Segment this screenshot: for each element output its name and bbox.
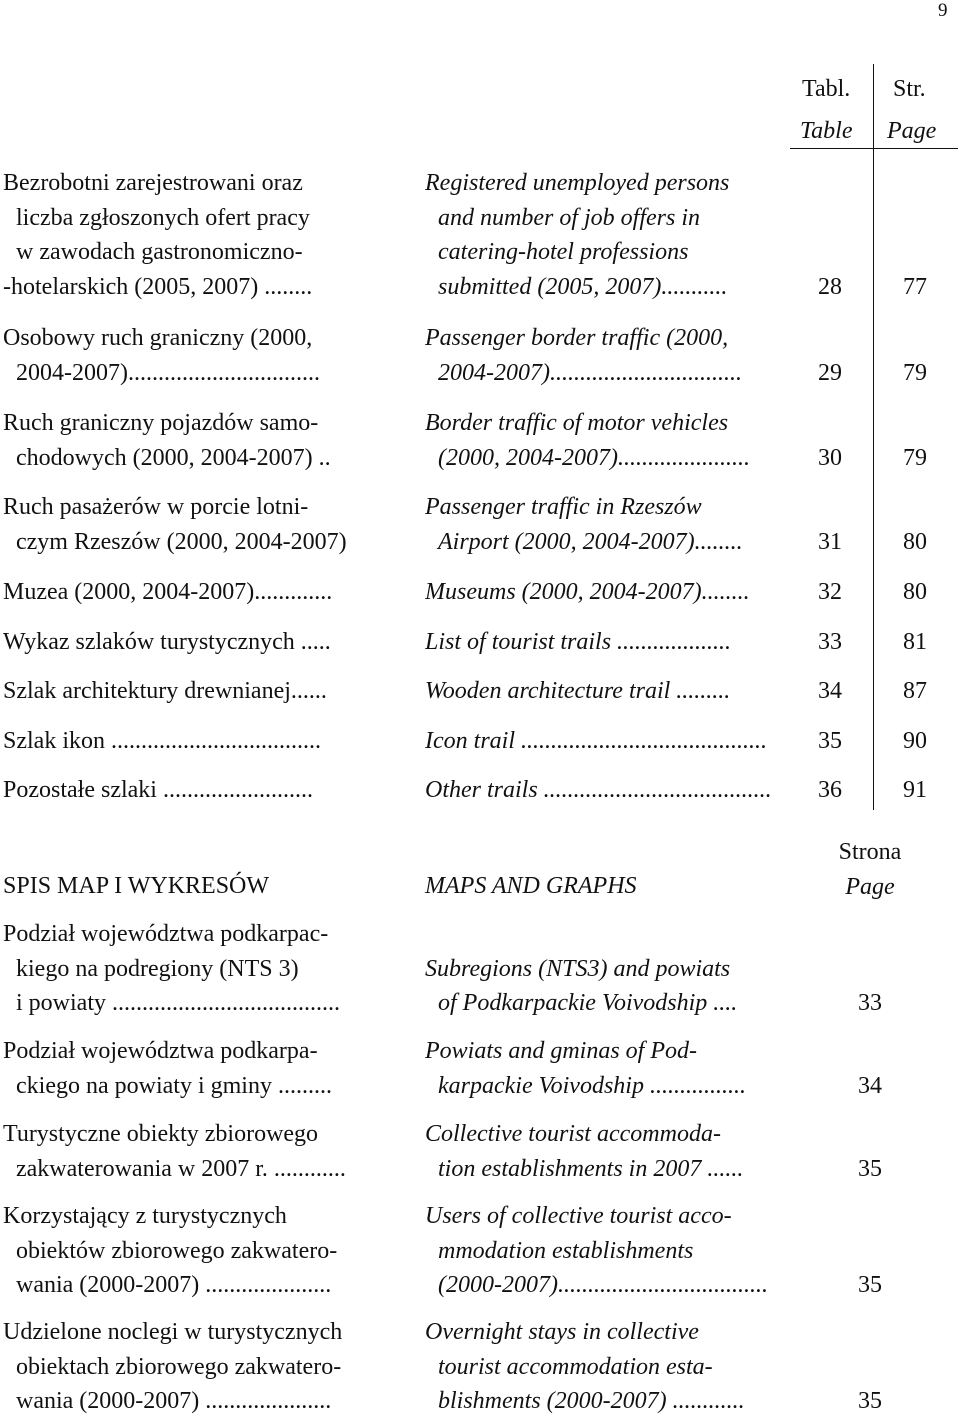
table-number: 35 bbox=[818, 728, 842, 754]
entry-title-pl: Szlak architektury drewnianej...... bbox=[3, 678, 327, 704]
entry-title-en: Icon trail ......................................... bbox=[425, 728, 767, 754]
maps-section-title-en: MAPS AND GRAPHS bbox=[425, 873, 637, 899]
entry-title-en: Subregions (NTS3) and powiats of Podkarpackie Voivodship .... bbox=[425, 955, 738, 1016]
entry-title-pl: Ruch graniczny pojazdów samo- chodowych (2000, 2004-2007) .. bbox=[3, 410, 331, 471]
entry-title-en: Passenger border traffic (2000, 2004-2007)................................ bbox=[425, 325, 742, 386]
entry-title-pl: Udzielone noclegi w turystycznych obiektach zbiorowego zakwatero- wania (2000-2007) ..................... bbox=[3, 1319, 343, 1414]
entry-title-en: Wooden architecture trail ......... bbox=[425, 678, 731, 704]
header-underline bbox=[790, 148, 958, 149]
page-ref: 80 bbox=[903, 528, 927, 555]
entry-title-pl: Turystyczne obiekty zbiorowego zakwaterowania w 2007 r. ............ bbox=[3, 1121, 346, 1182]
table-number: 31 bbox=[818, 528, 842, 555]
entry-title-pl: Szlak ikon ................................... bbox=[3, 728, 321, 754]
entry-title-en: Other trails ...................................... bbox=[425, 777, 772, 803]
page-ref: 81 bbox=[903, 629, 927, 655]
table-number: 28 bbox=[818, 273, 842, 300]
entry-title-en: Registered unemployed persons and number of job offers in catering-hotel professions submitted (2005, 2007)........... bbox=[425, 170, 730, 300]
table-number: 33 bbox=[818, 629, 842, 655]
header-tabl: Tabl. bbox=[802, 76, 851, 102]
column-divider bbox=[873, 64, 874, 810]
header-page: Page bbox=[887, 118, 937, 144]
header-str: Str. bbox=[893, 76, 926, 102]
entry-title-pl: Korzystający z turystycznych obiektów zbiorowego zakwatero- wania (2000-2007) ..................... bbox=[3, 1203, 338, 1298]
page-ref: 91 bbox=[903, 777, 927, 803]
table-number: 30 bbox=[818, 444, 842, 471]
table-number: 32 bbox=[818, 579, 842, 605]
entry-title-pl: Osobowy ruch graniczny (2000, 2004-2007)................................ bbox=[3, 325, 320, 386]
entry-title-pl: Muzea (2000, 2004-2007)............. bbox=[3, 579, 333, 605]
page-ref: 33 bbox=[858, 990, 882, 1016]
page-ref: 34 bbox=[858, 1072, 882, 1099]
page-number: 9 bbox=[938, 0, 948, 21]
entry-title-en: Border traffic of motor vehicles (2000, 2004-2007)...................... bbox=[425, 410, 750, 471]
maps-section-title-pl: SPIS MAP I WYKRESÓW bbox=[3, 873, 270, 899]
page-ref: 79 bbox=[903, 444, 927, 471]
header-table: Table bbox=[800, 118, 853, 144]
entry-title-pl: Bezrobotni zarejestrowani oraz liczba zgłoszonych ofert pracy w zawodach gastronomiczno- -hotelarskich (2005, 2007) ........ bbox=[3, 170, 313, 300]
entry-title-en: Powiats and gminas of Pod- karpackie Voivodship ................ bbox=[425, 1038, 746, 1099]
entry-title-pl: Podział województwa podkarpac- kiego na podregiony (NTS 3) i powiaty ...................................... bbox=[3, 921, 340, 1016]
entry-title-en: Overnight stays in collective tourist accommodation esta- blishments (2000-2007) ............ bbox=[425, 1319, 745, 1414]
page-ref: 35 bbox=[858, 1388, 882, 1414]
page-ref: 35 bbox=[858, 1272, 882, 1298]
entry-title-en: Collective tourist accommoda- tion establishments in 2007 ...... bbox=[425, 1121, 744, 1182]
entry-title-pl: Ruch pasażerów w porcie lotni- czym Rzeszów (2000, 2004-2007) bbox=[3, 494, 347, 555]
entry-title-pl: Pozostałe szlaki ......................... bbox=[3, 777, 313, 803]
entry-title-en: Passenger traffic in Rzeszów Airport (2000, 2004-2007)........ bbox=[425, 494, 743, 555]
entry-title-en: List of tourist trails ................... bbox=[425, 629, 732, 655]
page-ref: 80 bbox=[903, 579, 927, 605]
entry-title-pl: Podział województwa podkarpa- ckiego na powiaty i gminy ......... bbox=[3, 1038, 332, 1099]
page-ref: 90 bbox=[903, 728, 927, 754]
page-ref: 87 bbox=[903, 678, 927, 704]
page-ref: 77 bbox=[903, 273, 927, 300]
table-number: 36 bbox=[818, 777, 842, 803]
entry-title-pl: Wykaz szlaków turystycznych ..... bbox=[3, 629, 331, 655]
page-ref: 35 bbox=[858, 1155, 882, 1182]
page-ref: 79 bbox=[903, 359, 927, 386]
entry-title-en: Users of collective tourist acco- mmodation establishments (2000-2007)................................... bbox=[425, 1203, 768, 1298]
maps-header-strona: Strona bbox=[838, 839, 902, 865]
maps-header-page: Page bbox=[845, 874, 895, 900]
entry-title-en: Museums (2000, 2004-2007)........ bbox=[425, 579, 750, 605]
table-number: 29 bbox=[818, 359, 842, 386]
table-number: 34 bbox=[818, 678, 842, 704]
